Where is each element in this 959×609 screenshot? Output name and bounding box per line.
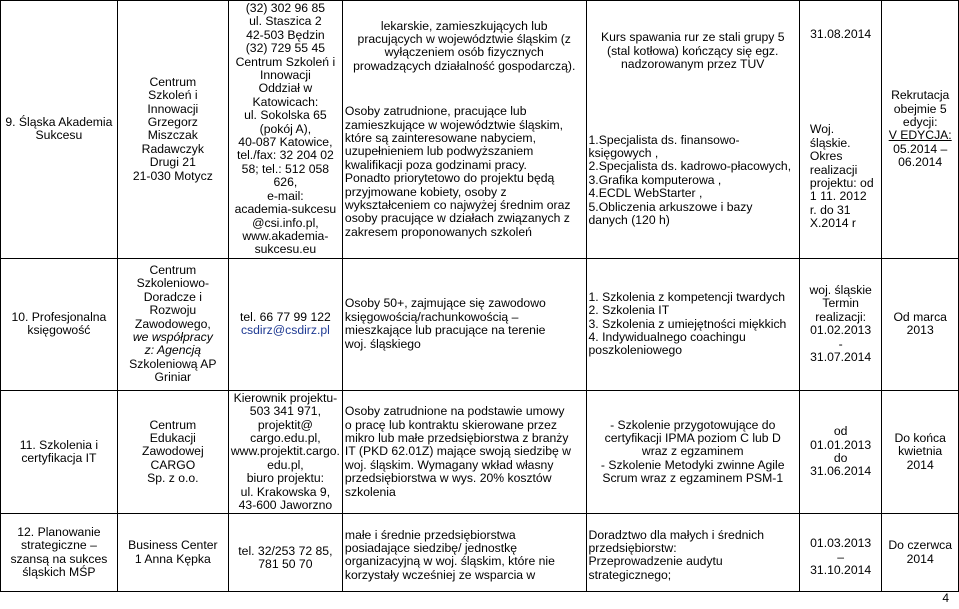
cell-text-line: - [838, 336, 843, 351]
cell-text-line: 1. Szkolenia z kompetencji twardych [588, 289, 785, 304]
cell-text-line: e-mail: [267, 188, 304, 203]
cell-text-line: tel. 66 77 99 122 [239, 309, 331, 324]
cell-text-line: certyfikacji IPMA poziom C lub D [604, 430, 781, 445]
cell-recruitment [882, 1, 959, 259]
cell-text-line: 9. Śląska Akademia [5, 114, 113, 129]
cell-text-line: Centrum [149, 74, 197, 89]
cell-text-line: Zawodowej [142, 444, 204, 459]
cell-text-line: śląskich MŚP [22, 565, 96, 580]
cell-text-line: Sp. z o.o. [147, 471, 199, 486]
cell-text-line: Centrum Szkoleń i [235, 54, 336, 69]
cell-text-line: księgowych , [588, 145, 659, 160]
cell-recruitment [882, 514, 959, 592]
cell-text-line: (pokój A), [259, 121, 312, 136]
cell-project-name [1, 258, 118, 390]
cell-text-line: mieszkające lub pracujące na terenie [344, 323, 546, 338]
cell-text-line: 42-503 Będzin [246, 27, 325, 42]
cell-text-line: wyłączeniem osób fizycznych [384, 45, 544, 60]
cell-text-line: ul. Sokolska 65 [244, 108, 327, 123]
cell-text-line: Doradztwo dla małych i średnich [588, 527, 764, 542]
cell-text-line: 5.Obliczenia arkuszowe i bazy [588, 199, 753, 214]
cell-text-line: Scrum wraz z egzaminem PSM-1 [602, 471, 784, 486]
cell-text-line: Innowacji [147, 101, 199, 116]
cell-text-line: 2014 [906, 551, 934, 566]
cell-text-line: IT (PKD 62.01Z) mające swoją siedzibę w [344, 444, 571, 459]
cell-text-line: Osoby 50+, zajmujące się zawodowo [344, 296, 546, 311]
cell-contact [228, 1, 342, 259]
cell-term [799, 514, 881, 592]
cell-organizer [117, 514, 228, 592]
cell-text-line: (32) 302 96 85 [245, 1, 326, 15]
cell-text-line: Innowacji [259, 68, 311, 83]
cell-contact [228, 514, 342, 592]
cell-text-line: Do końca [894, 430, 946, 445]
cell-text-line: zamieszkujące w województwie śląskim, [344, 117, 564, 132]
cell-text-line: 21-030 Motycz [132, 168, 213, 183]
cell-text-line: - Szkolenie przygotowujące do [610, 417, 776, 432]
cell-text-line: Od marca [893, 309, 947, 324]
cell-text-line: www.akademia- [242, 228, 329, 243]
cell-text-line: Ponadto priorytetowo do projektu będą [344, 171, 555, 186]
page-number: 4 [942, 591, 949, 605]
cell-text-line: przyjmowane kobiety, osoby z [344, 184, 507, 199]
cell-text-line: edu.pl, [267, 457, 304, 472]
cell-text-line: realizacji: [815, 309, 867, 324]
cell-target-group [342, 390, 586, 514]
cell-text-line: Edukacji [149, 430, 196, 445]
cell-text-line: 10. Profesjonalna [11, 309, 107, 324]
cell-text-line: Radawczyk [141, 141, 204, 156]
cell-text-line: 58; tel.: 512 058 626, [241, 161, 330, 190]
cell-organizer [117, 390, 228, 514]
cell-text-line: realizacji [809, 162, 858, 177]
cell-text-line: 43-600 Jaworzno [238, 497, 333, 512]
cell-project-name [1, 1, 118, 259]
cell-text-line: Szkoleniową AP [129, 356, 217, 371]
cell-text-line: 31.10.2014 [810, 563, 872, 578]
cell-training-scope [586, 258, 799, 390]
cell-text-line: woj. śląskiego [344, 336, 421, 351]
cell-text-line: 4.ECDL WebStarter , [588, 186, 703, 201]
cell-text-line: księgowością/rachunkowością – [344, 309, 519, 324]
cell-project-name [1, 514, 118, 592]
cell-text-line: edycji: [902, 114, 938, 129]
cell-text-line: woj. śląskie [809, 283, 872, 297]
cell-text-line: Do czerwca [888, 538, 953, 553]
cell-text-line: pracujących w województwie śląskim (z [357, 31, 571, 46]
cell-text-line: - Szkolenie Metodyki zwinne Agile [600, 457, 785, 472]
cell-organizer [117, 258, 228, 390]
cell-text-line: ul. Staszica 2 [249, 14, 322, 29]
cell-text-line: zakresem proponowanych szkoleń [344, 224, 532, 239]
cell-text-line: @csi.info.pl, [252, 215, 319, 230]
cell-text-line: Centrum [149, 417, 197, 432]
cell-text-line: cargo.edu.pl, [250, 430, 321, 445]
cell-text-line: prowadzących działalność gospodarczą). [353, 58, 576, 73]
cell-text-line: academia-sukcesu [234, 202, 337, 217]
cell-target-group [342, 1, 586, 259]
cell-text-line: 781 50 70 [258, 557, 313, 572]
cell-text-line: 31.06.2014 [810, 464, 872, 479]
cell-text-line: 1 Anna Kępka [134, 551, 211, 566]
cell-text-line: Termin [822, 296, 859, 311]
cell-text-line: CARGO [150, 457, 196, 472]
cell-text-line: posiadające siedzibę/ jednostkę [344, 540, 518, 555]
cell-text-line: o pracę lub kontraktu skierowane przez [344, 417, 557, 432]
cell-text-line: Katowicach: [252, 94, 319, 109]
cell-text-line: mikro lub małe przedsiębiorstwa z branży [344, 430, 569, 445]
cell-text-line: projektu: od [809, 176, 874, 191]
cell-text-line: organizacyjną w woj. śląskim, które nie [344, 554, 555, 569]
cell-text-line: księgowość [27, 323, 91, 338]
cell-text-line: Zawodowego, [134, 316, 211, 331]
cell-recruitment [882, 258, 959, 390]
cell-term [799, 258, 881, 390]
cell-text-line: przedsiębiorstw: [588, 540, 677, 555]
cell-text-line: 11. Szkolenia i [19, 437, 99, 452]
cell-text-line: poszkoleniowego [588, 343, 683, 358]
cell-text-line: przedsiębiorstwa w wys. 20% kosztów [344, 471, 552, 486]
cell-text-line: certyfikacja IT [21, 451, 97, 466]
cell-text-line: we współpracy [132, 329, 213, 344]
cell-text-line: Rozwoju [149, 303, 197, 318]
cell-text-line: 2013 [906, 323, 934, 338]
cell-text-line: Osoby zatrudnione, pracujące lub [344, 104, 527, 119]
cell-text-line: wykształceniem co najwyżej średnim oraz [344, 197, 571, 212]
cell-text-line: csdirz@csdirz.pl [240, 323, 330, 338]
cell-text-line: 2. Szkolenia IT [588, 303, 670, 318]
cell-text-line: 31.08.2014 [810, 27, 872, 42]
table-row [1, 390, 959, 514]
cell-text-line: biuro projektu: [246, 471, 324, 486]
cell-text-line: sukcesu.eu [254, 242, 317, 257]
cell-training-scope [586, 1, 799, 259]
cell-text-line: danych (120 h) [588, 212, 670, 227]
cell-text-line: kwietnia [898, 444, 943, 459]
cell-text-line: małe i średnie przedsiębiorstwa [344, 527, 516, 542]
cell-recruitment [882, 390, 959, 514]
cell-text-line: lekarskie, zamieszkujących lub [380, 18, 548, 33]
cell-text-line: – [837, 549, 845, 564]
cell-text-line: tel. 32/253 72 85, [238, 543, 333, 558]
cell-text-line: Doradcze i [143, 289, 202, 304]
cell-text-line: 01.03.2013 [810, 536, 872, 551]
cell-organizer [117, 1, 228, 259]
cell-text-line: Grzegorz [147, 114, 198, 129]
cell-text-line: 3. Szkolenia z umiejętności miękkich [588, 316, 787, 331]
cell-text-line: 2014 [906, 457, 934, 472]
cell-text-line: osoby pracujące w działach związanych z [344, 211, 570, 226]
cell-text-line: woj. śląskim. Wymagany wkład własny [344, 457, 554, 472]
cell-text-line: 31.07.2014 [810, 350, 872, 365]
cell-text-line: od [833, 424, 848, 439]
cell-text-line: Sukcesu [35, 128, 83, 143]
cell-text-line: Griniar [154, 370, 192, 385]
cell-text-line: Osoby zatrudnione na podstawie umowy [344, 404, 565, 419]
cell-text-line: (stal kotłowa) kończący się egz. [607, 43, 779, 58]
cell-text-line: X.2014 r [809, 216, 856, 231]
cell-text-line: szkolenia [344, 484, 396, 499]
cell-text-line: projektit@ [257, 417, 313, 432]
cell-text-line: uzupełnieniem lub podwyższaniem [344, 144, 534, 159]
cell-text-line: śląskie. [809, 135, 851, 150]
cell-text-line: 06.2014 [898, 155, 943, 170]
cell-text-line: 503 341 971, [249, 404, 321, 419]
cell-text-line: Przeprowadzenie audytu [588, 554, 723, 569]
cell-text-line: Centrum [149, 262, 197, 277]
cell-text-line: Oddział w [258, 81, 313, 96]
cell-text-line: 3.Grafika komputerowa , [588, 172, 722, 187]
cell-text-line: V EDYCJA: [888, 128, 952, 143]
cell-text-line: Drugi 21 [149, 155, 196, 170]
table-row [1, 1, 959, 259]
cell-text-line: 12. Planowanie [17, 525, 101, 540]
cell-text-line: (32) 729 55 45 [245, 41, 326, 56]
cell-text-line: Business Center [128, 538, 218, 553]
cell-text-line: tel./fax: 32 204 02 [236, 148, 334, 163]
cell-term [799, 1, 881, 259]
cell-target-group [342, 514, 586, 592]
cell-text-line: obejmie 5 [893, 101, 947, 116]
cell-text-line: Woj. [809, 122, 835, 137]
cell-text-line: wraz z egzaminem [641, 444, 744, 459]
cell-text-line: 01.02.2013 [810, 323, 872, 338]
cell-text-line: strategicznego; [588, 567, 672, 582]
cell-text-line: 1 11. 2012 [809, 189, 867, 204]
cell-text-line: ul. Krakowska 9, [240, 484, 331, 499]
cell-text-line: 2.Specjalista ds. kadrowo-płacowych, [588, 159, 792, 174]
cell-text-line: r. do 31 [809, 202, 851, 217]
table-row [1, 514, 959, 592]
cell-text-line: z: Agencją [144, 343, 202, 358]
cell-text-line: Miszczak [147, 128, 198, 143]
cell-text-line: 40-087 Katowice, [238, 135, 333, 150]
cell-text-line: Kurs spawania rur ze stali grupy 5 [600, 30, 785, 45]
cell-text-line: 05.2014 – [893, 141, 948, 156]
cell-text-line: www.projektit.cargo. [230, 444, 340, 459]
cell-training-scope [586, 390, 799, 514]
cell-text-line: które są zainteresowane nabyciem, [344, 130, 536, 145]
cell-project-name [1, 390, 118, 514]
cell-text-line: nadzorowanym przez TUV [621, 57, 765, 72]
cell-text-line: Kierownik projektu- [233, 390, 338, 405]
cell-contact [228, 258, 342, 390]
cell-contact [228, 390, 342, 514]
cell-text-line: Okres [809, 149, 843, 164]
cell-target-group [342, 258, 586, 390]
cell-term [799, 390, 881, 514]
cell-text-line: szansą na sukces [10, 551, 108, 566]
cell-text-line: strategiczne – [20, 538, 97, 553]
table-row [1, 258, 959, 390]
cell-text-line: do [833, 451, 848, 466]
cell-text-line: Rekrutacja [891, 88, 950, 103]
cell-training-scope [586, 514, 799, 592]
cell-text-line: Szkoleniowo- [136, 276, 210, 291]
cell-text-line: korzystały wcześniej ze wsparcia w [344, 567, 536, 582]
cell-text-line: 4. Indywidualnego coachingu [588, 329, 746, 344]
cell-text-line: 01.01.2013 [810, 437, 872, 452]
cell-text-line: kwalifikacji poza godzinami pracy. [344, 157, 527, 172]
cell-text-line: Szkoleń i [148, 88, 198, 103]
cell-text-line: 1.Specjalista ds. finansowo- [588, 132, 740, 147]
